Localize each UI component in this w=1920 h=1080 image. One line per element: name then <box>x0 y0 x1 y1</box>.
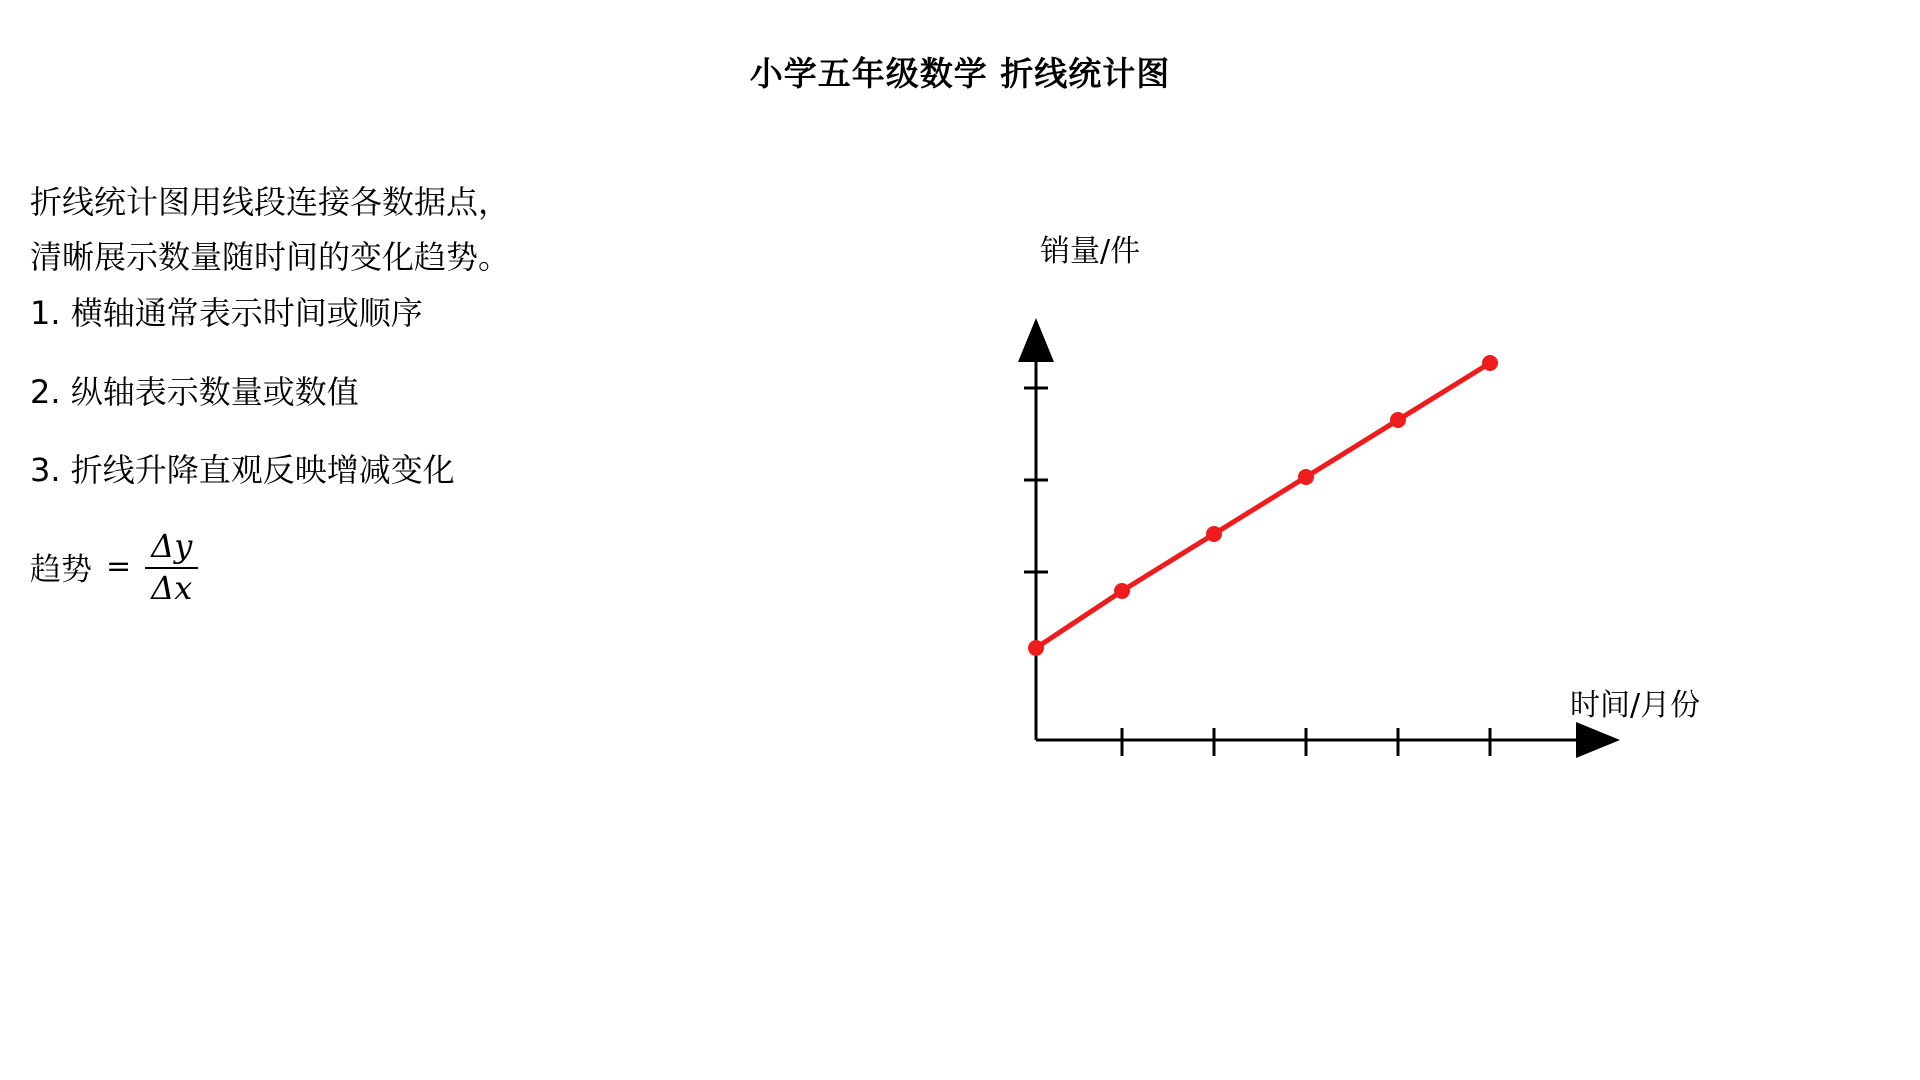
data-point <box>1482 355 1498 371</box>
data-line <box>1036 363 1490 648</box>
data-point <box>1028 640 1044 656</box>
x-axis-arrow <box>1576 722 1620 758</box>
formula-denominator: Δx <box>145 567 198 607</box>
y-axis-arrow <box>1018 318 1054 362</box>
line-chart-svg <box>980 300 1700 920</box>
intro-line-2: 清晰展示数量随时间的变化趋势。 <box>30 238 511 277</box>
trend-formula <box>30 527 820 608</box>
data-point <box>1298 469 1314 485</box>
line-chart <box>980 234 1701 920</box>
formula-numerator: Δy <box>151 527 193 566</box>
lesson-text-column <box>30 180 820 608</box>
data-point <box>1390 412 1406 428</box>
x-axis-label: 时间/月份 <box>1570 688 1701 723</box>
key-point-3: 3. 折线升降直观反映增减变化 <box>30 451 455 490</box>
key-point-1: 1. 横轴通常表示时间或顺序 <box>30 293 423 332</box>
data-point <box>1206 526 1222 542</box>
key-point-2: 2. 纵轴表示数量或数值 <box>30 372 359 411</box>
intro-line-1: 折线统计图用线段连接各数据点， <box>30 183 511 221</box>
y-axis-label: 销量/件 <box>1040 234 1141 269</box>
page-title: 小学五年级数学 折线统计图 <box>749 54 1171 93</box>
data-point <box>1114 583 1130 599</box>
formula-fraction <box>145 529 198 607</box>
formula-equals-sign: = <box>106 548 132 584</box>
formula-left-side: 趋势 <box>30 551 92 588</box>
